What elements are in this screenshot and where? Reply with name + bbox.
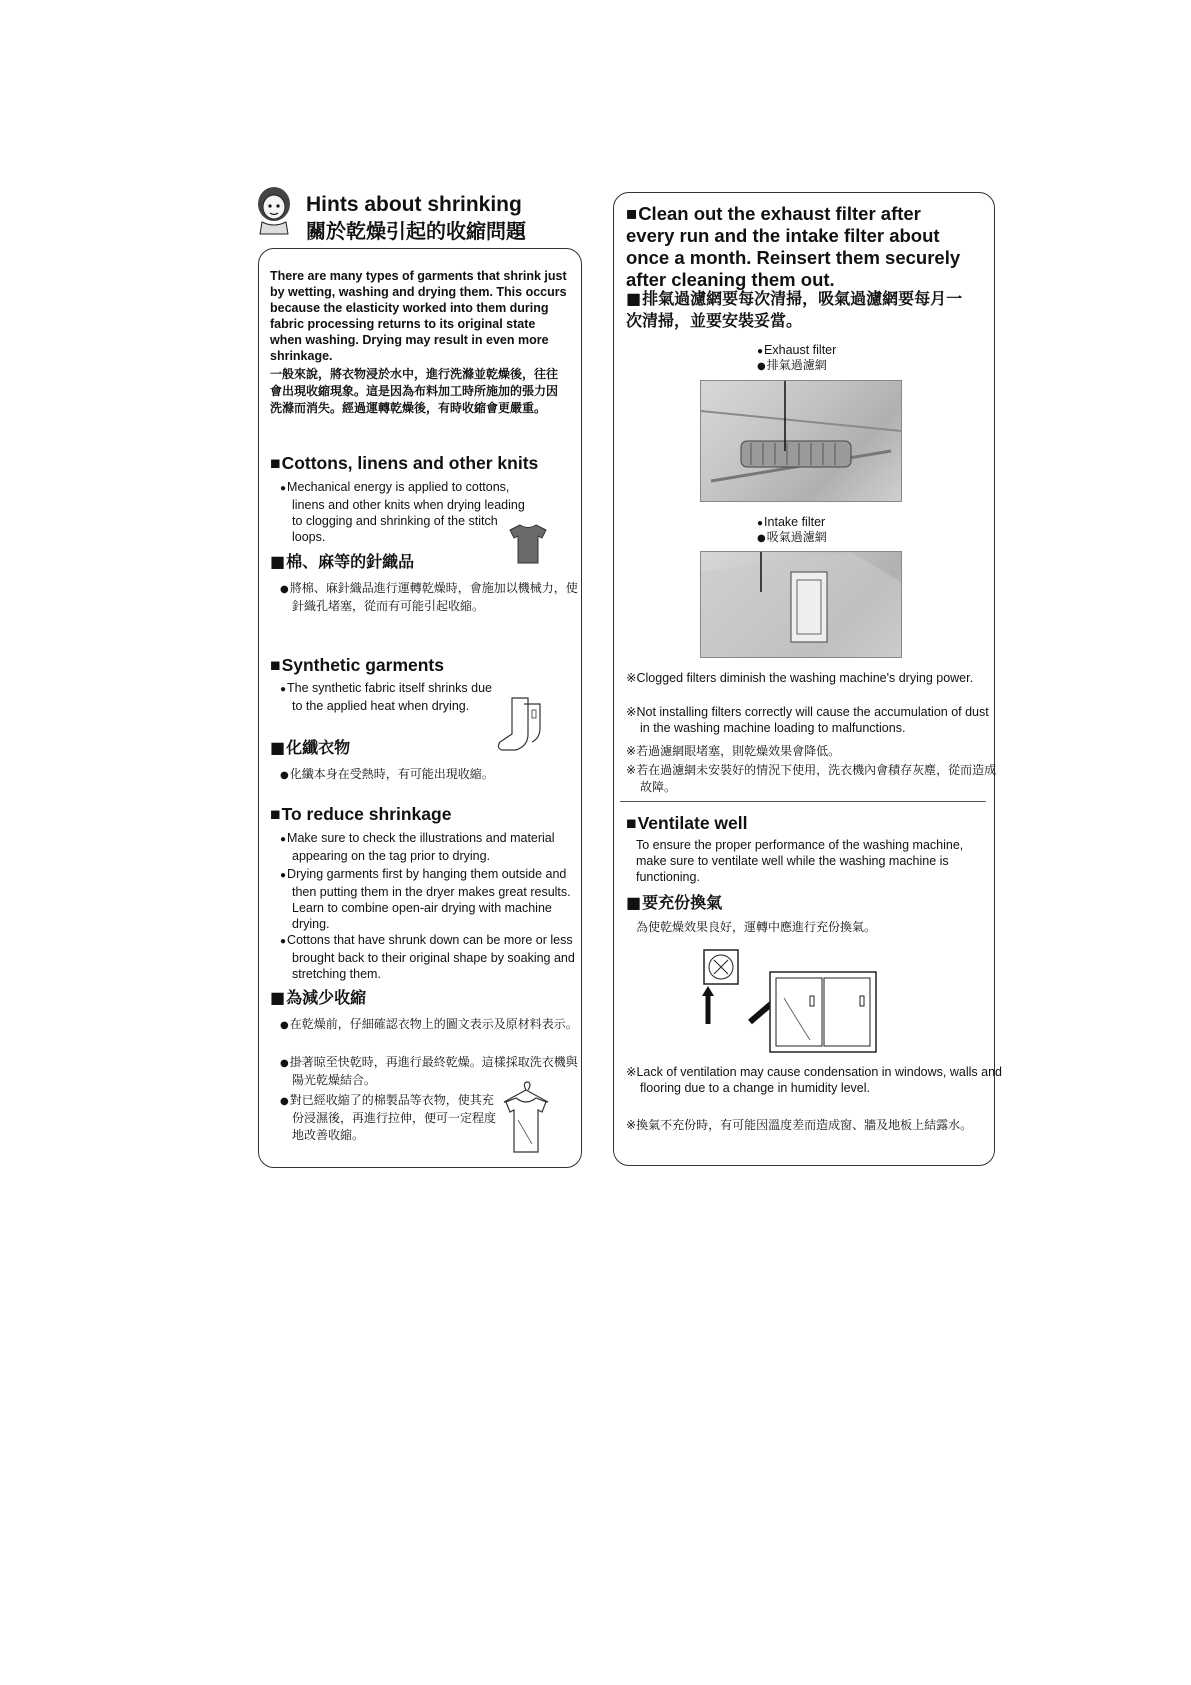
intake-filter-photo	[700, 551, 902, 658]
ventilation-fan-window-illustration	[700, 948, 880, 1056]
synthetic-heading-cn: ■ 化纖衣物	[270, 738, 350, 758]
hints-title-en: Hints about shrinking	[306, 193, 522, 216]
intake-filter-label-cn: ● 吸氣過濾網	[757, 529, 827, 547]
section-divider	[620, 801, 986, 802]
reduce-bullet-en: ● Make sure to check the illustrations and material appearing on the tag prior to drying.	[280, 830, 582, 864]
ventilate-note-en	[626, 1064, 1002, 1096]
reduce-bullet-cn: ● 對已經收縮了的棉製品等衣物，使其充份浸濕後，再進行拉伸，便可一定程度地改善收縮。	[280, 1092, 502, 1144]
ventilate-note-text: Lack of ventilation may cause condensation in windows, walls and flooring due to a change in humidity level.	[636, 1065, 1002, 1095]
ventilate-heading-cn: ■ 要充份換氣	[626, 893, 722, 913]
filter-note-cn	[626, 743, 1000, 760]
reduce-bullet-en: ● Drying garments first by hanging them outside and then putting them in the dryer makes great results. Learn to combine open-air drying with machine drying.	[280, 866, 582, 932]
ventilate-body-cn: 為使乾燥效果良好，運轉中應進行充份換氣。	[636, 920, 877, 934]
note-mark: ※	[626, 763, 637, 777]
ventilate-body-en: To ensure the proper performance of the washing machine, make sure to ventilate well while the washing machine is functioning.	[636, 838, 964, 884]
note-mark: ※	[626, 1118, 637, 1132]
note-mark: ※	[626, 1065, 637, 1079]
exhaust-filter-photo	[700, 380, 902, 502]
tshirt-icon	[506, 524, 550, 564]
hanger-shirt-icon	[500, 1080, 552, 1158]
reduce-bullet-cn: ● 在乾燥前，仔細確認衣物上的圖文表示及原材料表示。	[280, 1016, 588, 1034]
reduce-bullet-en: ● Cottons that have shrunk down can be more or less brought back to their original shape by soaking and stretching them.	[280, 932, 582, 982]
exhaust-filter-label-en: ● Exhaust filter	[757, 342, 836, 360]
synthetic-heading-en: ■ Synthetic garments	[270, 654, 444, 676]
reduce-heading-en: ■ To reduce shrinkage	[270, 803, 451, 825]
ventilate-note-text: 換氣不充份時，有可能因溫度差而造成窗、牆及地板上結露水。	[636, 1118, 973, 1132]
filter-note-en	[626, 704, 1000, 736]
filter-note-text: Not installing filters correctly will cause the accumulation of dust in the washing machine loading to malfunctions.	[636, 705, 989, 735]
intro-cn: 一般來說，將衣物浸於水中，進行洗滌並乾燥後，往往會出現收縮現象。這是因為布料加工時所施加的張力因洗滌而消失。經過運轉乾燥後，有時收縮會更嚴重。	[270, 367, 559, 415]
reduce-heading-cn: ■ 為減少收縮	[270, 988, 366, 1008]
cottons-bullet-cn: ● 將棉、麻針織品進行運轉乾燥時，會施加以機械力，使針織孔堵塞，從而有可能引起收縮。	[280, 580, 584, 615]
filter-note-text: 若在過濾網未安裝好的情況下使用，洗衣機內會積存灰塵，從而造成故障。	[636, 763, 997, 794]
socks-icon	[494, 694, 554, 758]
ventilate-note-cn	[626, 1117, 1002, 1134]
synthetic-bullet-cn: ● 化纖本身在受熱時，有可能出現收縮。	[280, 766, 582, 784]
filter-note-en	[626, 670, 1000, 686]
cottons-bullet-en: ● Mechanical energy is applied to cottons, linens and other knits when drying leading to clogging and shrinking of the stitch loops.	[280, 479, 534, 545]
note-mark: ※	[626, 671, 637, 685]
filter-note-cn	[626, 762, 1000, 796]
filters-heading-en: ■ Clean out the exhaust filter after every run and the intake filter about once a month. Reinsert them securely after cleaning them out.	[626, 203, 972, 291]
note-mark: ※	[626, 705, 637, 719]
filters-heading-cn: ■ 排氣過濾網要每次清掃，吸氣過濾網要每月一次清掃，並要安裝妥當。	[626, 288, 976, 332]
filter-note-text: Clogged filters diminish the washing machine's drying power.	[636, 671, 974, 685]
ventilate-heading-en: ■ Ventilate well	[626, 812, 747, 834]
cottons-heading-cn: ■ 棉、麻等的針織品	[270, 552, 414, 572]
hints-title-cn: 關於乾燥引起的收縮問題	[306, 219, 526, 243]
mascot-girl-icon	[254, 184, 296, 236]
intake-filter-label-en: ● Intake filter	[757, 514, 825, 532]
exhaust-filter-label-cn: ● 排氣過濾網	[757, 357, 827, 375]
synthetic-bullet-en: ● The synthetic fabric itself shrinks due to the applied heat when drying.	[280, 680, 502, 714]
filter-note-text: 若過濾網眼堵塞，則乾燥效果會降低。	[636, 744, 841, 758]
note-mark: ※	[626, 744, 637, 758]
intro-en: There are many types of garments that shrink just by wetting, washing and drying them. This occurs because the elasticity worked into them during fabric processing returns to its original state when washing. Drying may result in even more shrinkage.	[270, 269, 567, 363]
reduce-bullet-cn: ● 掛著晾至快乾時，再進行最終乾燥。這樣採取洗衣機與陽光乾燥結合。	[280, 1054, 588, 1089]
cottons-heading-en: ■ Cottons, linens and other knits	[270, 452, 538, 474]
